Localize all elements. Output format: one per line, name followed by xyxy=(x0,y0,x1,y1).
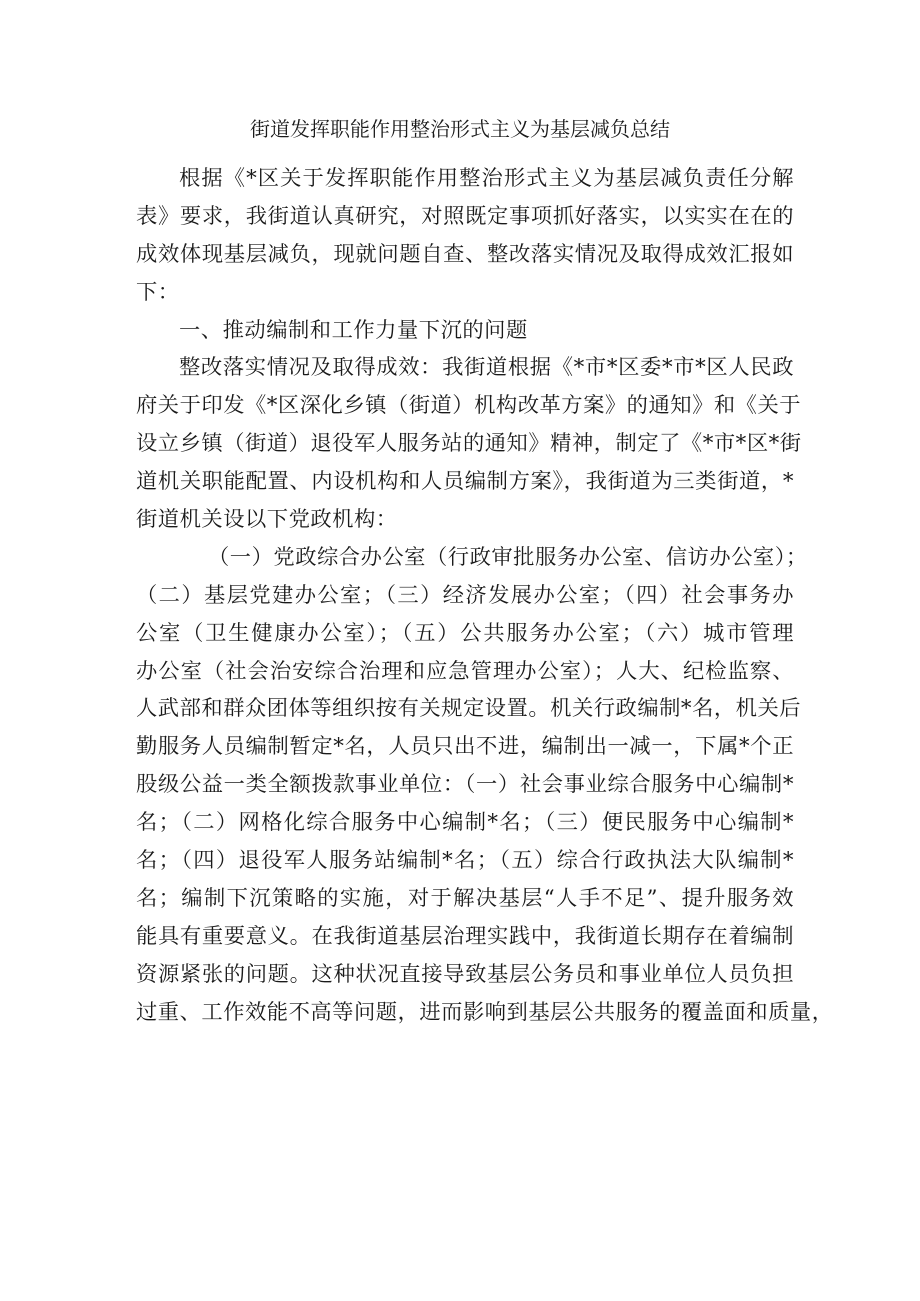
body-line: 勤服务人员编制暂定*名，人员只出不进，编制出一减一，下属*个正 xyxy=(136,734,794,760)
body-line: 人武部和群众团体等组织按有关规定设置。机关行政编制*名，机关后 xyxy=(136,696,802,722)
document-title: 街道发挥职能作用整治形式主义为基层减负总结 xyxy=(250,117,670,141)
body-line: （一）党政综合办公室（行政审批服务办公室、信访办公室）； xyxy=(208,544,808,570)
body-line: 设立乡镇（街道）退役军人服务站的通知》精神，制定了《*市*区*街 xyxy=(136,431,802,457)
body-line: 资源紧张的问题。这种状况直接导致基层公务员和事业单位人员负担 xyxy=(136,961,794,987)
body-line: （二）基层党建办公室；（三）经济发展办公室；（四）社会事务办 xyxy=(136,582,794,608)
body-line: 街道机关设以下党政机构： xyxy=(136,507,398,533)
body-line: 根据《*区关于发挥职能作用整治形式主义为基层减负责任分解 xyxy=(179,166,794,191)
body-line: 名；（二）网格化综合服务中心编制*名；（三）便民服务中心编制* xyxy=(136,810,794,836)
body-line: 过重、工作效能不高等问题，进而影响到基层公共服务的覆盖面和质量， xyxy=(136,999,834,1025)
body-line: 名；编制下沉策略的实施，对于解决基层“人手不足”、提升服务效 xyxy=(136,885,794,911)
body-line: 名；（四）退役军人服务站编制*名；（五）综合行政执法大队编制* xyxy=(136,848,794,874)
body-line: 道机关职能配置、内设机构和人员编制方案》，我街道为三类街道，* xyxy=(136,469,794,495)
body-line: 办公室（社会治安综合治理和应急管理办公室）；人大、纪检监察、 xyxy=(136,658,794,684)
body-line: 整改落实情况及取得成效：我街道根据《*市*区委*市*区人民政 xyxy=(179,355,794,381)
body-line: 能具有重要意义。在我街道基层治理实践中，我街道长期存在着编制 xyxy=(136,923,794,949)
body-line: 府关于印发《*区深化乡镇（街道）机构改革方案》的通知》和《关于 xyxy=(136,393,802,419)
body-line: 股级公益一类全额拨款事业单位：（一）社会事业综合服务中心编制* xyxy=(136,772,794,798)
section-heading: 一、推动编制和工作力量下沉的问题 xyxy=(179,317,528,343)
body-line: 公室（卫生健康办公室）；（五）公共服务办公室；（六）城市管理 xyxy=(136,620,794,646)
body-line: 表》要求，我街道认真研究，对照既定事项抓好落实，以实实在在的 xyxy=(136,203,794,229)
body-line: 下： xyxy=(136,279,180,305)
document-body xyxy=(136,160,834,1031)
body-line: 成效体现基层减负，现就问题自查、整改落实情况及取得成效汇报如 xyxy=(136,241,794,267)
